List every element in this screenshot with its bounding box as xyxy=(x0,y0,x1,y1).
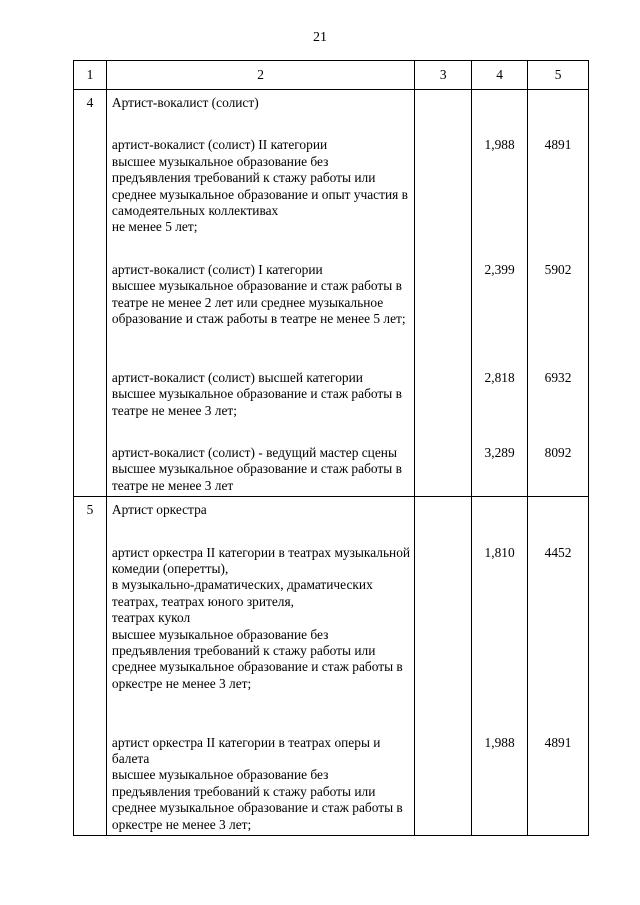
category-requirements: артист-вокалист (солист) - ведущий мастер сцены высшее музыкальное образование и стаж работы в театре не менее 3 лет xyxy=(111,444,402,493)
coefficient-value: 2,399 xyxy=(484,261,515,277)
empty-cell xyxy=(415,497,472,836)
table-header-row xyxy=(74,61,589,90)
salary-value: 4891 xyxy=(544,137,572,153)
category-requirements: артист оркестра II категории в театрах музыкальной комедии (оперетты), в музыкально-драматических, драматических театрах, театрах юного зрителя, театрах кукол высшее музыкальное образование без предъявления требований к стажу работы или среднее музыкальное образование и стаж работы в оркестре не менее 3 лет; xyxy=(111,544,411,691)
header-cell: 4 xyxy=(472,61,528,90)
coefficient-value: 1,988 xyxy=(484,137,515,153)
header-cell: 1 xyxy=(74,61,107,90)
table-body xyxy=(74,90,589,836)
header-cell: 2 xyxy=(106,61,414,90)
category-requirements: артист-вокалист (солист) II категории высшее музыкальное образование без предъявления требований к стажу работы или среднее музыкальное образование и опыт участия в самодеятельных коллективах не менее 5 лет; xyxy=(111,137,408,235)
empty-cell xyxy=(415,90,472,497)
salary-value: 4452 xyxy=(544,544,572,560)
header-cell: 5 xyxy=(528,61,589,90)
position-title: Артист оркестра xyxy=(111,502,207,518)
row-number: 5 xyxy=(74,497,107,836)
category-requirements: артист-вокалист (солист) высшей категории высшее музыкальное образование и стаж работы в театре не менее 3 лет; xyxy=(111,369,402,418)
header-cell: 3 xyxy=(415,61,472,90)
salary-table xyxy=(73,60,589,836)
table-row xyxy=(74,497,589,836)
coefficient-value: 1,810 xyxy=(484,544,515,560)
coefficient-cell xyxy=(472,497,528,836)
salary-cell xyxy=(528,90,589,497)
salary-value: 5902 xyxy=(544,261,572,277)
coefficient-value: 1,988 xyxy=(484,734,515,750)
salary-value: 8092 xyxy=(544,444,572,460)
category-requirements: артист-вокалист (солист) I категории высшее музыкальное образование и стаж работы в театре не менее 2 лет или среднее музыкальное образование и стаж работы в театре не менее 5 лет; xyxy=(111,261,406,327)
page-number: 21 xyxy=(313,30,327,45)
position-title: Артист-вокалист (солист) xyxy=(111,95,259,110)
salary-cell xyxy=(528,497,589,836)
position-description xyxy=(106,90,414,497)
coefficient-value: 2,818 xyxy=(484,369,515,385)
category-requirements: артист оркестра II категории в театрах оперы и балета высшее музыкальное образование без предъявления требований к стажу работы или среднее музыкальное образование и стаж работы в оркестре не менее 3 лет; xyxy=(111,734,403,832)
row-number: 4 xyxy=(74,90,107,497)
salary-value: 6932 xyxy=(544,369,572,385)
coefficient-cell xyxy=(472,90,528,497)
table-row xyxy=(74,90,589,497)
position-description xyxy=(106,497,414,836)
coefficient-value: 3,289 xyxy=(484,444,515,460)
salary-value: 4891 xyxy=(544,734,572,750)
